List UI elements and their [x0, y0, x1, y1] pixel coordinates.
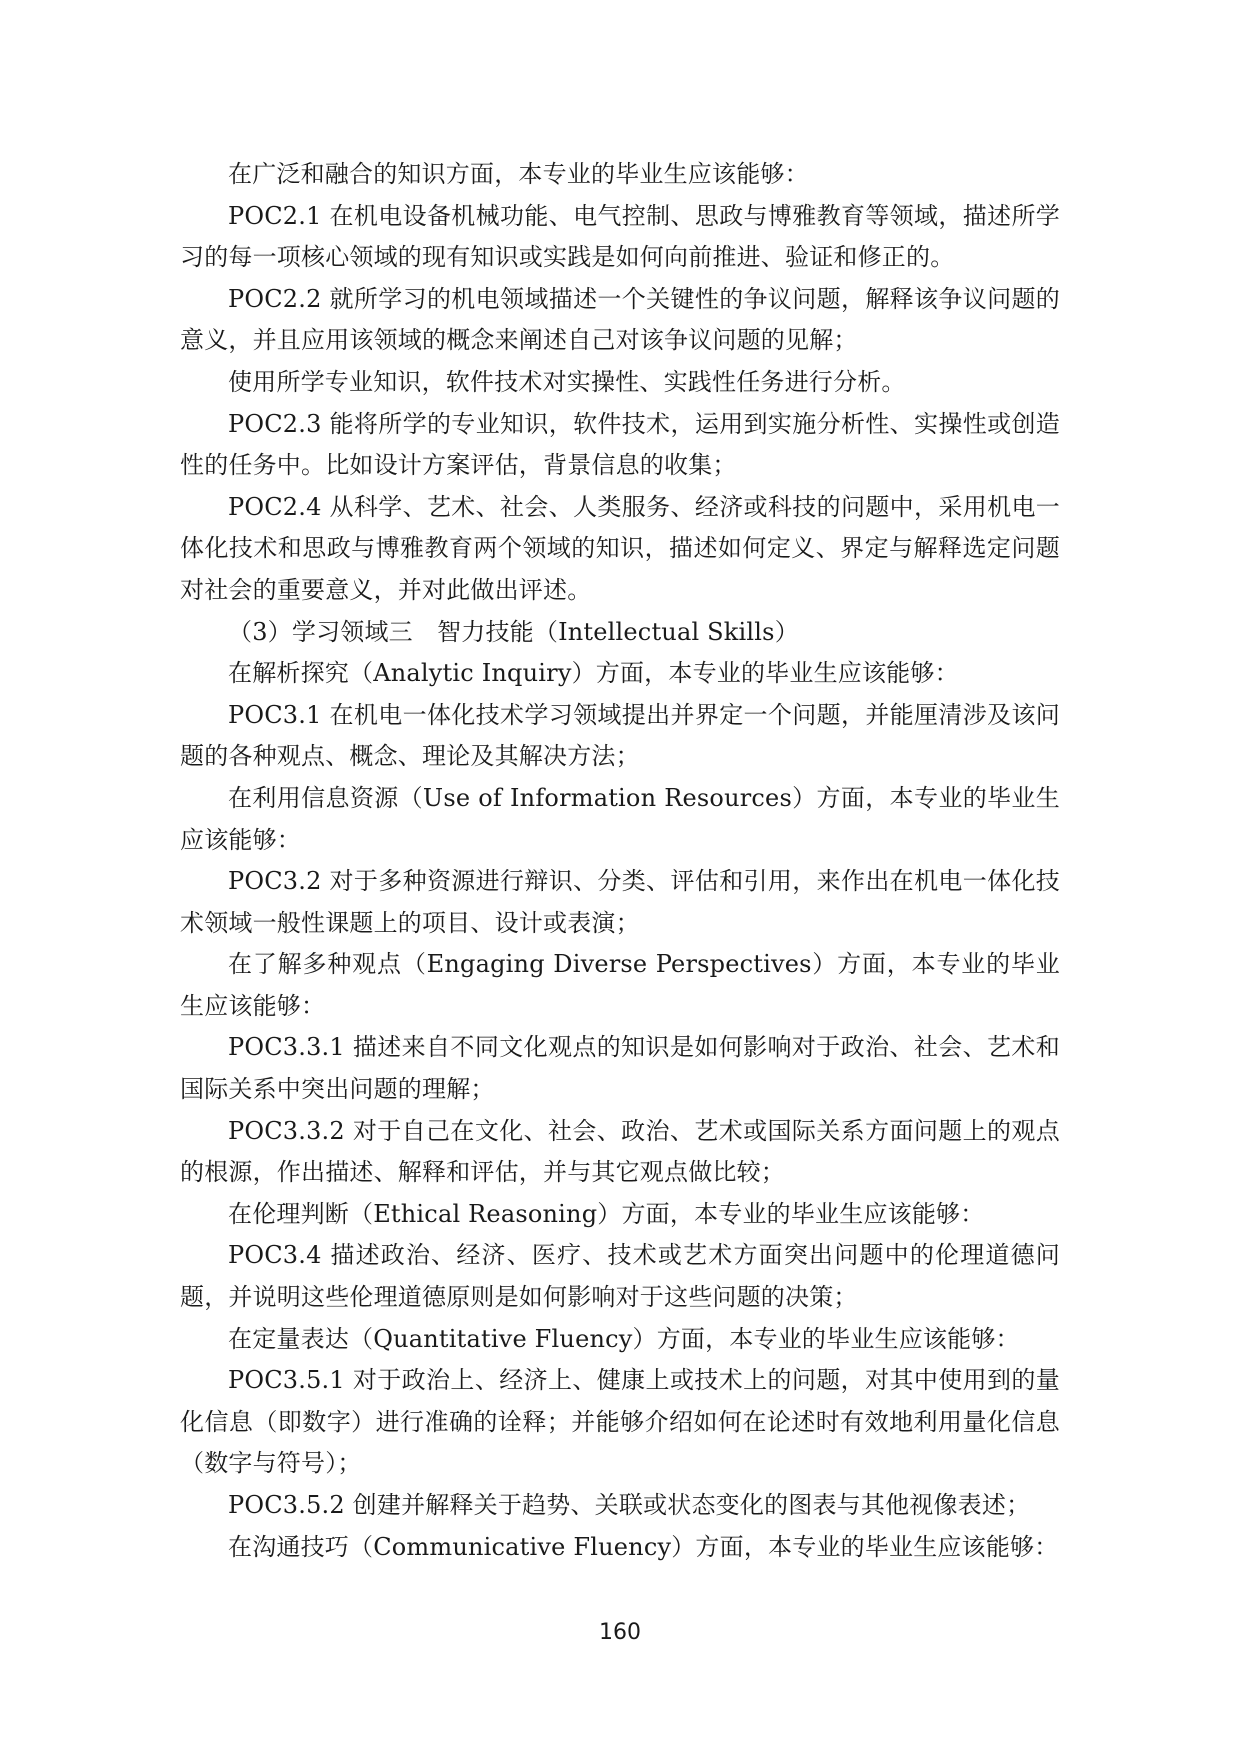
- paragraph-software-analysis: 使用所学专业知识，软件技术对实操性、实践性任务进行分析。: [228, 367, 906, 396]
- paragraph-ethical-reasoning-intro: 在伦理判断（Ethical Reasoning）方面，本专业的毕业生应该能够：: [228, 1199, 985, 1228]
- paragraph-poc2-3: POC2.3 能将所学的专业知识，软件技术，运用到实施分析性、实操性或创造性的任务中。比如设计方案评估，背景信息的收集；: [180, 409, 1060, 480]
- paragraph-poc2-1: POC2.1 在机电设备机械功能、电气控制、思政与博雅教育等领域，描述所学习的每一项核心领域的现有知识或实践是如何向前推进、验证和修正的。: [180, 201, 1060, 272]
- page-number: 160: [599, 1620, 641, 1645]
- paragraph-information-resources-intro: 在利用信息资源（Use of Information Resources）方面，本专业的毕业生应该能够：: [180, 783, 1060, 854]
- paragraph-poc3-5-1: POC3.5.1 对于政治上、经济上、健康上或技术上的问题，对其中使用到的量化信息（即数字）进行准确的诠释；并能够介绍如何在论述时有效地利用量化信息（数字与符号）；: [180, 1366, 1060, 1478]
- paragraph-poc3-1: POC3.1 在机电一体化技术学习领域提出并界定一个问题，并能厘清涉及该问题的各种观点、概念、理论及其解决方法；: [180, 700, 1060, 771]
- paragraph-diverse-perspectives-intro: 在了解多种观点（Engaging Diverse Perspectives）方面，本专业的毕业生应该能够：: [180, 950, 1060, 1020]
- paragraph-poc3-3-1: POC3.3.1 描述来自不同文化观点的知识是如何影响对于政治、社会、艺术和国际关系中突出问题的理解；: [180, 1033, 1060, 1104]
- paragraph-broad-knowledge-intro: 在广泛和融合的知识方面，本专业的毕业生应该能够：: [228, 160, 809, 188]
- paragraph-analytic-inquiry-intro: 在解析探究（Analytic Inquiry）方面，本专业的毕业生应该能够：: [228, 659, 959, 688]
- document-body: [180, 154, 1060, 1568]
- paragraph-poc2-4: POC2.4 从科学、艺术、社会、人类服务、经济或科技的问题中，采用机电一体化技术和思政与博雅教育两个领域的知识，描述如何定义、界定与解释选定问题对社会的重要意义，并对此做出评述。: [180, 492, 1060, 604]
- section-heading-intellectual-skills: （3）学习领域三 智力技能（Intellectual Skills）: [228, 617, 799, 646]
- paragraph-poc2-2: POC2.2 就所学习的机电领域描述一个关键性的争议问题，解释该争议问题的意义，并且应用该领域的概念来阐述自己对该争议问题的见解；: [180, 284, 1060, 355]
- paragraph-poc3-3-2: POC3.3.2 对于自己在文化、社会、政治、艺术或国际关系方面问题上的观点的根源，作出描述、解释和评估，并与其它观点做比较；: [180, 1116, 1060, 1187]
- paragraph-communicative-fluency-intro: 在沟通技巧（Communicative Fluency）方面，本专业的毕业生应该能够：: [228, 1532, 1059, 1561]
- paragraph-poc3-5-2: POC3.5.2 创建并解释关于趋势、关联或状态变化的图表与其他视像表述；: [228, 1491, 1031, 1519]
- paragraph-poc3-2: POC3.2 对于多种资源进行辩识、分类、评估和引用，来作出在机电一体化技术领域一般性课题上的项目、设计或表演；: [180, 867, 1060, 937]
- paragraph-poc3-4: POC3.4 描述政治、经济、医疗、技术或艺术方面突出问题中的伦理道德问题，并说明这些伦理道德原则是如何影响对于这些问题的决策；: [180, 1241, 1060, 1312]
- paragraph-quantitative-fluency-intro: 在定量表达（Quantitative Fluency）方面，本专业的毕业生应该能够：: [228, 1324, 1020, 1353]
